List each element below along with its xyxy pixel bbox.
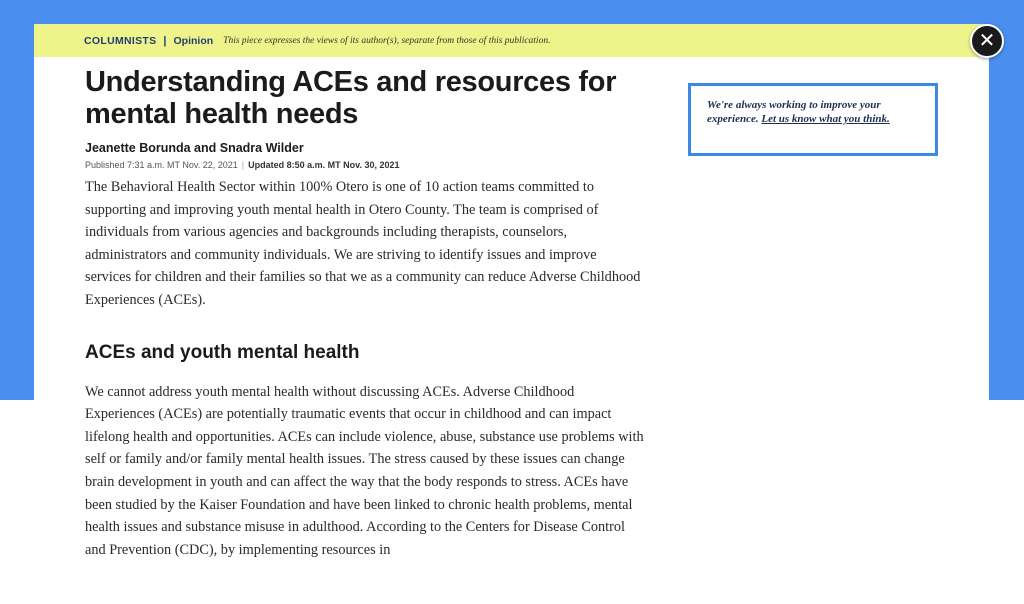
published-timestamp: Published 7:31 a.m. MT Nov. 22, 2021 [85, 160, 238, 170]
section-label[interactable]: COLUMNISTS [84, 34, 157, 47]
feedback-text: We're always working to improve your experience. [707, 99, 881, 125]
intro-paragraph: The Behavioral Health Sector within 100% Otero is one of 10 action teams committed to supporting and improving youth mental health in Otero County. The team is comprised of individuals from various agencies and backgrounds including therapists, counselors, administrators and community individuals. We are striving to identify issues and improve services for children and their families so that we as a community can reduce Adverse Childhood Experiences (ACEs). [85, 179, 641, 308]
feedback-link[interactable]: Let us know what you think. [761, 112, 890, 125]
category-label[interactable]: Opinion [173, 34, 214, 47]
article-byline[interactable]: Jeanette Borunda and Snadra Wilder [85, 141, 304, 155]
updated-timestamp: Updated 8:50 a.m. MT Nov. 30, 2021 [248, 160, 400, 170]
article-body [85, 66, 645, 561]
opinion-banner [34, 24, 989, 57]
section-heading: ACEs and youth mental health [85, 341, 360, 363]
feedback-box [688, 83, 938, 156]
page-title: Understanding ACEs and resources for mental health needs [85, 66, 617, 130]
banner-separator: | [163, 34, 167, 47]
body-paragraph: We cannot address youth mental health without discussing ACEs. Adverse Childhood Experiences (ACEs) are potentially traumatic events that occur in childhood and can impact lifelong health and opportunities. ACEs can include violence, abuse, substance use problems with self or family and/or family mental health issues. The stress caused by these issues can change brain development in youth and can affect the way that the body responds to stress. ACEs have been studied by the Kaiser Foundation and have been linked to chronic health problems, mental health issues and substance misuse in adulthood. According to the Centers for Disease Control and Prevention (CDC), by implementing resources in [85, 383, 644, 558]
dateline-divider: | [241, 160, 245, 170]
article-dateline [85, 160, 645, 170]
opinion-disclaimer: This piece expresses the views of its author(s), separate from those of this publication. [223, 35, 551, 46]
close-icon[interactable]: ✕ [970, 24, 1004, 58]
